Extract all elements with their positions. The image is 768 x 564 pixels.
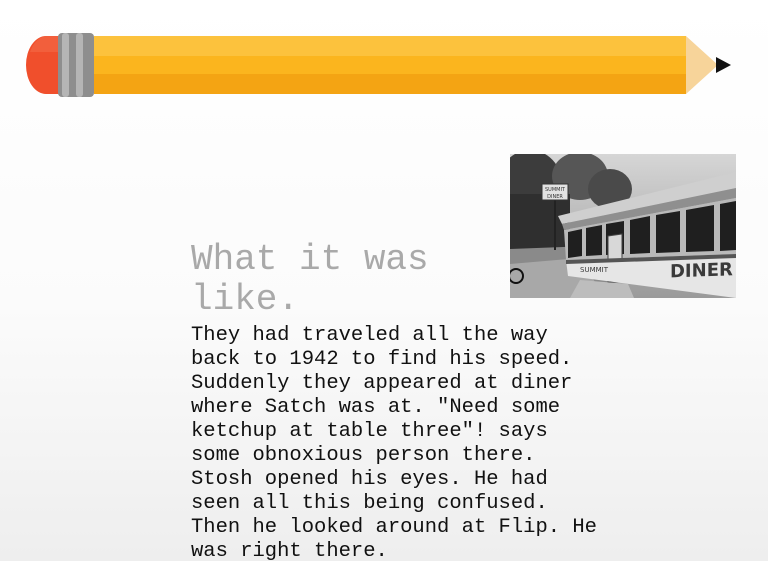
body-line: some obnoxious person there.: [191, 444, 536, 467]
svg-text:SUMMIT: SUMMIT: [580, 266, 608, 274]
slide-title: What it was like.: [191, 239, 429, 320]
slide-body: [191, 324, 711, 564]
body-line: back to 1942 to find his speed.: [191, 348, 573, 371]
svg-text:DINER: DINER: [547, 194, 563, 200]
pencil-icon: [0, 0, 768, 130]
svg-text:SUMMIT: SUMMIT: [545, 187, 565, 193]
body-line: Then he looked around at Flip. He: [191, 516, 597, 539]
pencil-tip: [686, 36, 718, 94]
svg-text:DINER: DINER: [670, 259, 733, 283]
body-line: seen all this being confused.: [191, 492, 548, 515]
pencil-lead: [716, 57, 731, 73]
body-line: where Satch was at. "Need some: [191, 396, 561, 419]
body-line: ketchup at table three"! says: [191, 420, 548, 443]
diner-photo: [510, 154, 736, 298]
body-line: Suddenly they appeared at diner: [191, 372, 573, 395]
body-line: Stosh opened his eyes. He had: [191, 468, 548, 491]
body-line: They had traveled all the way: [191, 324, 548, 347]
body-line: was right there.: [191, 540, 388, 563]
